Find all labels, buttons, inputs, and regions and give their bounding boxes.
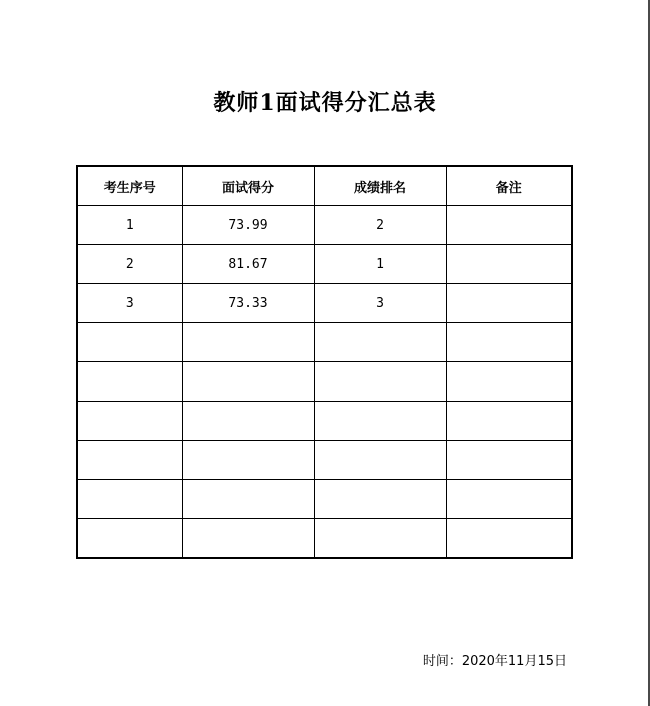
cell-candidate-number: 3 (77, 284, 182, 323)
cell-candidate-number (77, 362, 182, 401)
cell-interview-score: 81.67 (182, 245, 314, 284)
table-row (77, 479, 572, 518)
cell-interview-score: 73.99 (182, 206, 314, 245)
cell-ranking (314, 323, 446, 362)
cell-interview-score (182, 401, 314, 440)
cell-remarks (446, 245, 572, 284)
cell-candidate-number (77, 401, 182, 440)
cell-ranking (314, 440, 446, 479)
table-row (77, 206, 572, 245)
cell-interview-score (182, 323, 314, 362)
document-title: 教师1面试得分汇总表 (213, 90, 437, 116)
cell-candidate-number: 2 (77, 245, 182, 284)
table-row (77, 518, 572, 558)
cell-interview-score (182, 440, 314, 479)
cell-candidate-number (77, 479, 182, 518)
cell-remarks (446, 323, 572, 362)
cell-remarks (446, 440, 572, 479)
cell-candidate-number (77, 323, 182, 362)
table-row (77, 284, 572, 323)
cell-interview-score (182, 479, 314, 518)
cell-ranking (314, 401, 446, 440)
cell-ranking (314, 518, 446, 558)
score-summary-table (76, 165, 573, 559)
header-ranking: 成绩排名 (314, 166, 446, 206)
cell-candidate-number (77, 440, 182, 479)
header-remarks: 备注 (446, 166, 572, 206)
table-row (77, 440, 572, 479)
document-date: 时间：2020年11月15日 (422, 654, 567, 669)
header-candidate-number: 考生序号 (77, 166, 182, 206)
table-row (77, 362, 572, 401)
cell-remarks (446, 284, 572, 323)
cell-candidate-number (77, 518, 182, 558)
cell-remarks (446, 206, 572, 245)
cell-ranking (314, 362, 446, 401)
table-row (77, 401, 572, 440)
cell-remarks (446, 479, 572, 518)
cell-remarks (446, 518, 572, 558)
cell-interview-score: 73.33 (182, 284, 314, 323)
cell-ranking: 1 (314, 245, 446, 284)
table-row (77, 323, 572, 362)
cell-remarks (446, 362, 572, 401)
cell-ranking: 2 (314, 206, 446, 245)
header-interview-score: 面试得分 (182, 166, 314, 206)
table-row (77, 245, 572, 284)
cell-interview-score (182, 518, 314, 558)
cell-ranking (314, 479, 446, 518)
cell-remarks (446, 401, 572, 440)
cell-ranking: 3 (314, 284, 446, 323)
cell-interview-score (182, 362, 314, 401)
cell-candidate-number: 1 (77, 206, 182, 245)
table-header-row (77, 166, 572, 206)
